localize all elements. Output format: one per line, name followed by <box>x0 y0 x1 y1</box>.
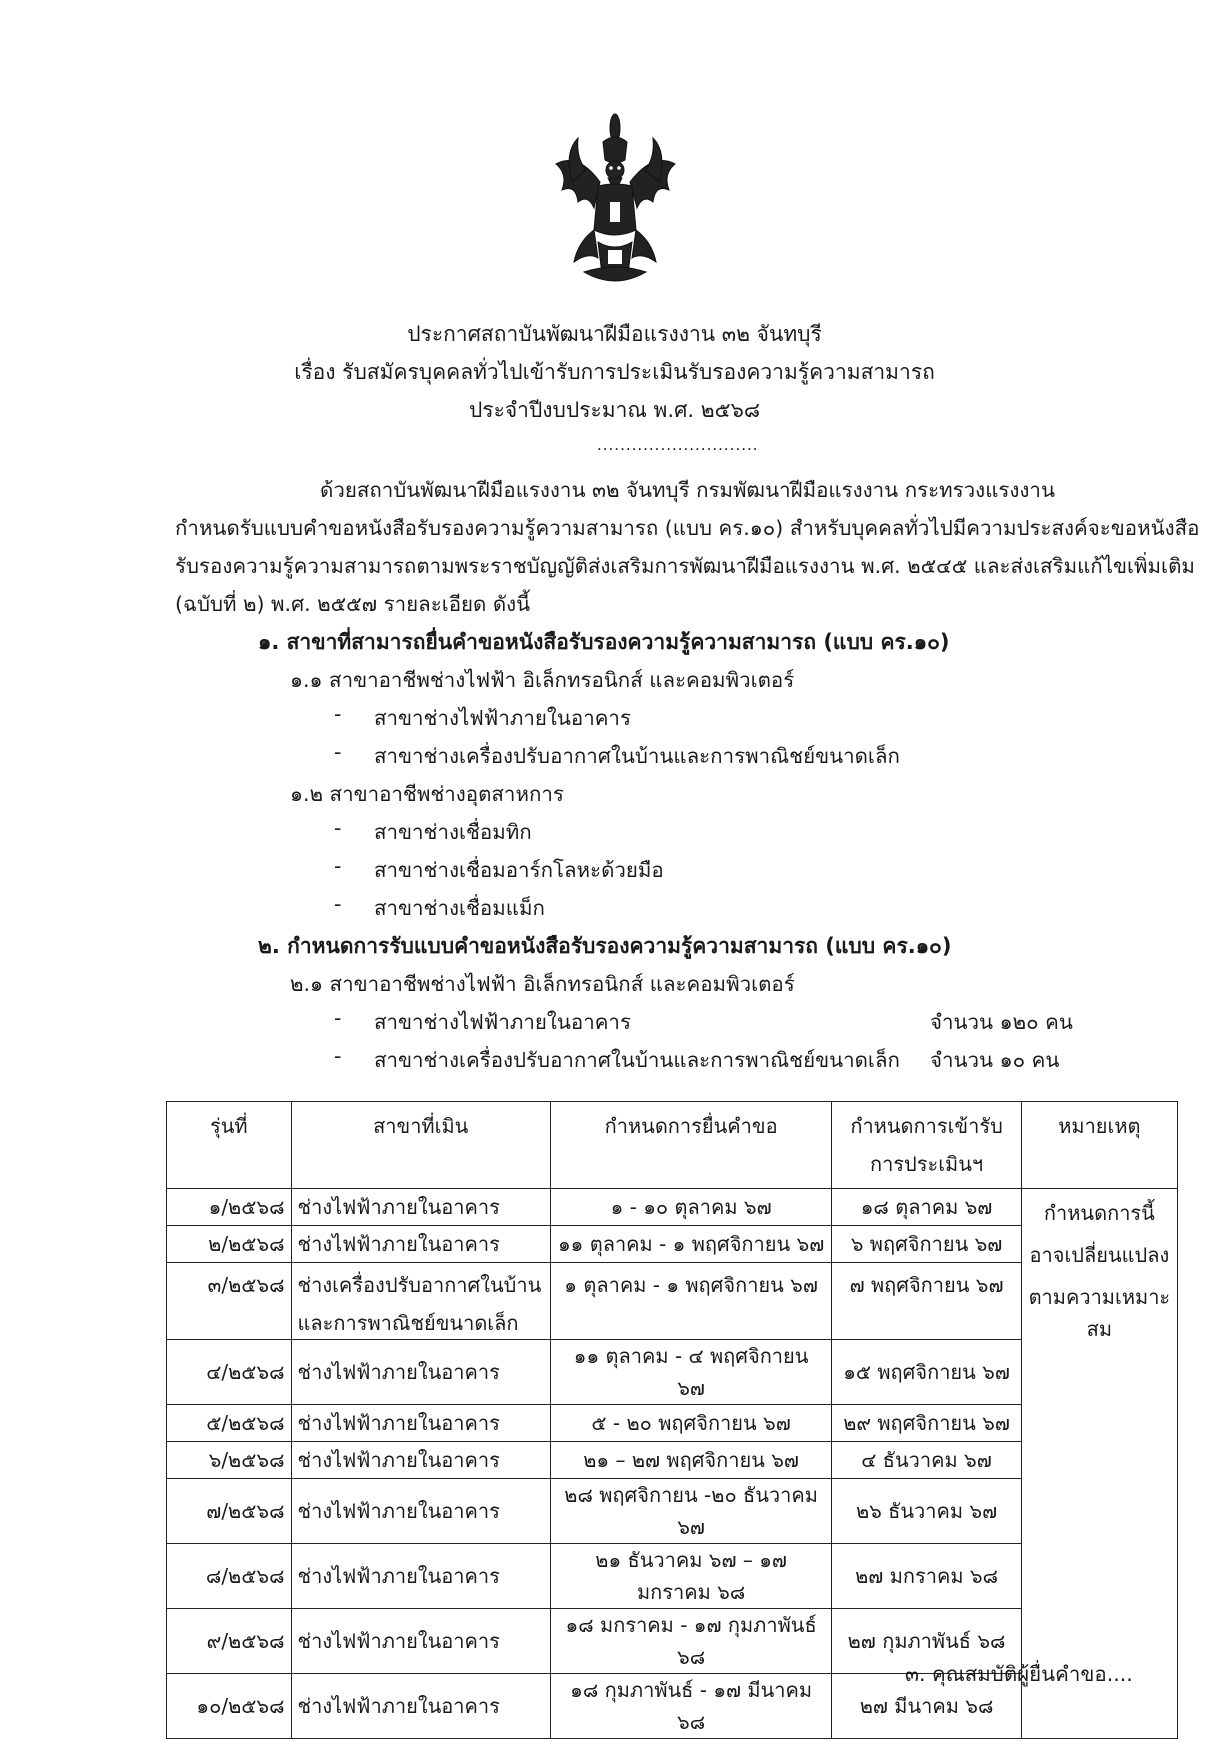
table-row: ๒/๒๕๖๘ ช่างไฟฟ้าภายในอาคาร ๑๑ ตุลาคม - ๑ พฤศจิกายน ๖๗ ๖ พฤศจิกายน ๖๗ <box>167 1226 1178 1263</box>
intro-line-2: กำหนดรับแบบคำขอหนังสือรับรองความรู้ความสามารถ (แบบ คร.๑๐) สำหรับบุคคลทั่วไปมีความประสงค์จะขอหนังสือ <box>175 516 1200 540</box>
section-1-sub-2: ๑.๒ สาขาอาชีพช่างอุตสาหการ <box>290 782 564 806</box>
header-branch: สาขาที่เมิน <box>291 1102 550 1189</box>
announcement-fiscal-year: ประจำปีงบประมาณ พ.ศ. ๒๕๖๘ <box>468 398 761 422</box>
count-value: จำนวน ๑๐ คน <box>930 1048 1060 1072</box>
document-page: ประกาศสถาบันพัฒนาฝีมือแรงงาน ๓๒ จันทบุรี เรื่อง รับสมัครบุคคลทั่วไปเข้ารับการประเมินรับรองความรู้ความสามารถ ประจำปีงบประมาณ พ.ศ. ๒๕๖๘ ............................ ด้วยสถาบันพัฒนาฝีมือแรงงาน ๓๒ จันทบุรี กรมพัฒนาฝีมือแรงงาน กระทรวงแรงงาน กำหนดรับแบบคำขอหนังสือรับรองความรู้ความสามารถ (แบบ คร.๑๐) สำหรับบุคคลทั่วไปมีความประสงค์จะขอหนังสือ รับรองความรู้ความสามารถตามพระราชบัญญัติส่งเสริมการพัฒนาฝีมือแรงงาน พ.ศ. ๒๕๔๕ และส่งเสริมแก้ไขเพิ่มเติม (ฉบับที่ ๒) พ.ศ. ๒๕๕๗ รายละเอียด ดังนี้ ๑. สาขาที่สามารถยื่นคำขอหนังสือรับรองความรู้ความสามารถ (แบบ คร.๑๐) ๑.๑ สาขาอาชีพช่างไฟฟ้า อิเล็กทรอนิกส์ และคอมพิวเตอร์ - สาขาช่างไฟฟ้าภายในอาคาร - สาขาช่างเครื่องปรับอากาศในบ้านและการพาณิชย์ขนาดเล็ก ๑.๒ สาขาอาชีพช่างอุตสาหการ - สาขาช่างเชื่อมทิก - สาขาช่างเชื่อมอาร์กโลหะด้วยมือ - สาขาช่างเชื่อมแม็ก ๒. กำหนดการรับแบบคำขอหนังสือรับรองความรู้ความสามารถ (แบบ คร.๑๐) ๒.๑ สาขาอาชีพช่างไฟฟ้า อิเล็กทรอนิกส์ และคอมพิวเตอร์ - สาขาช่างไฟฟ้าภายในอาคาร จำนวน ๑๒๐ คน - สาขาช่างเครื่องปรับอากาศในบ้านและการพาณิชย์ขนาดเล็ก จำนวน ๑๐ คน รุ่นที่ สาขาที่เมิน กำหนดการยื่นคำขอ กำหนดการเข้ารับ การประเมินฯ หมายเหตุ ๑/๒๕๖๘ ช่างไฟฟ้าภายในอาคาร ๑ - ๑๐ ตุลาคม ๖๗ ๑๘ ตุลาคม ๖๗ กำหนดการนี้ อาจเปลี่ยนแปลง ตามความเหมาะสม ๒/๒๕๖๘ ช่างไฟฟ้าภายในอาคาร ๑๑ ตุลาคม - ๑ พฤศจิกายน ๖๗ ๖ พฤศจิกายน ๖๗ ๓/๒๕๖๘ ช่างเครื่องปรับอากาศในบ้าน และการพาณิชย์ขนาดเล็ก ๑ ตุลาคม - ๑ พฤศจิกายน ๖๗ ๗ พฤศจิกายน ๖๗ ๔/๒๕๖๘ ช่างไฟฟ้าภายในอาคาร ๑๑ ตุลาคม - ๔ พฤศจิกายน ๖๗ ๑๕ พฤศจิกายน ๖๗ ๕/๒๕๖๘ ช่างไฟฟ้าภายในอาคาร ๕ - ๒๐ พฤศจิกายน ๖๗ ๒๙ พฤศจิกายน ๖๗ ๖/๒๕๖๘ ช่างไฟฟ้าภายในอาคาร ๒๑ – ๒๗ พฤศจิกายน ๖๗ ๔ ธันวาคม ๖๗ ๗/๒๕๖๘ ช่างไฟฟ้าภายในอาคาร ๒๘ พฤศจิกายน -๒๐ ธันวาคม ๖๗ ๒๖ ธันวาคม ๖๗ ๘/๒๕๖๘ ช่างไฟฟ้าภายในอาคาร ๒๑ ธันวาคม ๖๗ – ๑๗ มกราคม ๖๘ ๒๗ มกราคม ๖๘ ๙/๒๕๖๘ ช่างไฟฟ้าภายในอาคาร ๑๘ มกราคม - ๑๗ กุมภาพันธ์ ๖๘ ๒๗ กุมภาพันธ์ ๖๘ ๑๐/๒๕๖๘ ช่างไฟฟ้าภายในอาคาร ๑๘ กุมภาพันธ์ - ๑๗ มีนาคม ๖๘ ๒๗ มีนาคม ๖๘ ๓. คุณสมบัติผู้ยื่นคำขอ.... <box>0 0 1229 1742</box>
header-eval: กำหนดการเข้ารับ การประเมินฯ <box>832 1102 1021 1189</box>
intro-line-4: (ฉบับที่ ๒) พ.ศ. ๒๕๕๗ รายละเอียด ดังนี้ <box>175 592 531 616</box>
schedule-table <box>166 1101 1178 1739</box>
table-row: ๑๐/๒๕๖๘ ช่างไฟฟ้าภายในอาคาร ๑๘ กุมภาพันธ์ - ๑๗ มีนาคม ๖๘ ๒๗ มีนาคม ๖๘ <box>167 1674 1178 1739</box>
table-row: ๕/๒๕๖๘ ช่างไฟฟ้าภายในอาคาร ๕ - ๒๐ พฤศจิกายน ๖๗ ๒๙ พฤศจิกายน ๖๗ <box>167 1405 1178 1442</box>
header-note: หมายเหตุ <box>1021 1102 1177 1189</box>
separator-dots: ............................ <box>597 436 759 454</box>
table-row: ๓/๒๕๖๘ ช่างเครื่องปรับอากาศในบ้าน และการพาณิชย์ขนาดเล็ก ๑ ตุลาคม - ๑ พฤศจิกายน ๖๗ ๗ พฤศจิกายน ๖๗ <box>167 1263 1178 1340</box>
intro-line-1: ด้วยสถาบันพัฒนาฝีมือแรงงาน ๓๒ จันทบุรี กรมพัฒนาฝีมือแรงงาน กระทรวงแรงงาน <box>320 478 1055 502</box>
table-row: ๗/๒๕๖๘ ช่างไฟฟ้าภายในอาคาร ๒๘ พฤศจิกายน -๒๐ ธันวาคม ๖๗ ๒๖ ธันวาคม ๖๗ <box>167 1479 1178 1544</box>
table-row: ๘/๒๕๖๘ ช่างไฟฟ้าภายในอาคาร ๒๑ ธันวาคม ๖๗ – ๑๗ มกราคม ๖๘ ๒๗ มกราคม ๖๘ <box>167 1544 1178 1609</box>
header-batch: รุ่นที่ <box>167 1102 292 1189</box>
garuda-emblem-icon <box>548 112 683 290</box>
header-apply: กำหนดการยื่นคำขอ <box>550 1102 832 1189</box>
next-page-continuation: ๓. คุณสมบัติผู้ยื่นคำขอ.... <box>905 1662 1133 1686</box>
section-1-title: ๑. สาขาที่สามารถยื่นคำขอหนังสือรับรองความรู้ความสามารถ (แบบ คร.๑๐) <box>258 630 950 654</box>
count-value: จำนวน ๑๒๐ คน <box>930 1010 1073 1034</box>
section-2-title: ๒. กำหนดการรับแบบคำขอหนังสือรับรองความรู้ความสามารถ (แบบ คร.๑๐) <box>258 934 952 958</box>
table-row: ๑/๒๕๖๘ ช่างไฟฟ้าภายในอาคาร ๑ - ๑๐ ตุลาคม ๖๗ ๑๘ ตุลาคม ๖๗ กำหนดการนี้ อาจเปลี่ยนแปลง ตามความเหมาะสม <box>167 1189 1178 1226</box>
table-row: ๔/๒๕๖๘ ช่างไฟฟ้าภายในอาคาร ๑๑ ตุลาคม - ๔ พฤศจิกายน ๖๗ ๑๕ พฤศจิกายน ๖๗ <box>167 1340 1178 1405</box>
intro-line-3: รับรองความรู้ความสามารถตามพระราชบัญญัติส่งเสริมการพัฒนาฝีมือแรงงาน พ.ศ. ๒๕๔๕ และส่งเสริมแก้ไขเพิ่มเติม <box>175 554 1195 578</box>
section-2-sub-1: ๒.๑ สาขาอาชีพช่างไฟฟ้า อิเล็กทรอนิกส์ และคอมพิวเตอร์ <box>290 972 795 996</box>
note-cell: กำหนดการนี้ อาจเปลี่ยนแปลง ตามความเหมาะสม <box>1021 1189 1177 1739</box>
table-row: ๖/๒๕๖๘ ช่างไฟฟ้าภายในอาคาร ๒๑ – ๒๗ พฤศจิกายน ๖๗ ๔ ธันวาคม ๖๗ <box>167 1442 1178 1479</box>
announcement-subject: เรื่อง รับสมัครบุคคลทั่วไปเข้ารับการประเมินรับรองความรู้ความสามารถ <box>294 360 935 384</box>
announcement-title: ประกาศสถาบันพัฒนาฝีมือแรงงาน ๓๒ จันทบุรี <box>407 322 822 346</box>
section-1-sub-1: ๑.๑ สาขาอาชีพช่างไฟฟ้า อิเล็กทรอนิกส์ และคอมพิวเตอร์ <box>290 668 795 692</box>
table-row: ๙/๒๕๖๘ ช่างไฟฟ้าภายในอาคาร ๑๘ มกราคม - ๑๗ กุมภาพันธ์ ๖๘ ๒๗ กุมภาพันธ์ ๖๘ <box>167 1609 1178 1674</box>
table-header-row <box>167 1102 1178 1189</box>
